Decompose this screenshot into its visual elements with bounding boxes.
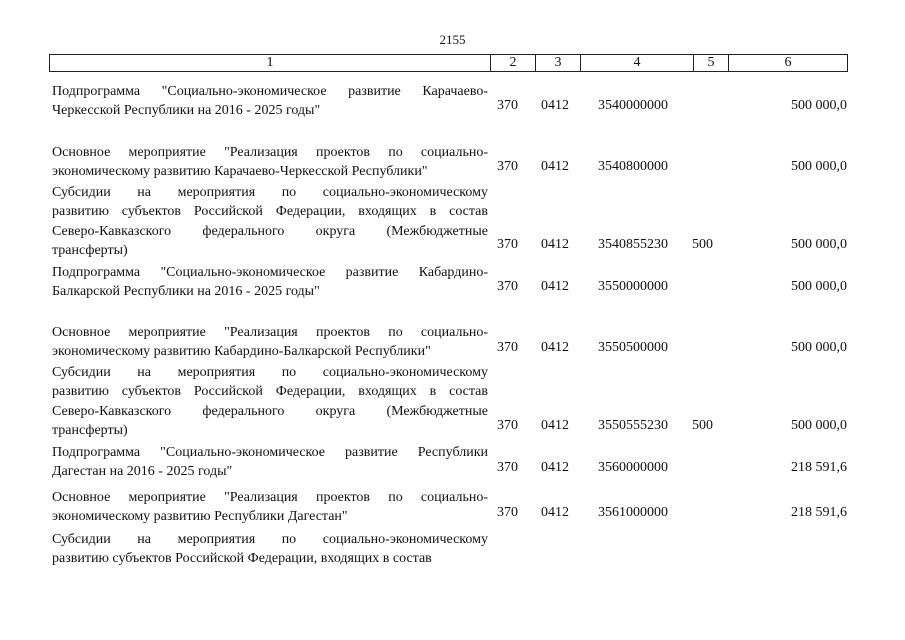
row-description-line: Субсидии на мероприятия по социально-экономическому [52,185,488,200]
row-description [52,488,488,527]
row-c3-cell: 0412 [541,279,569,294]
row-c6-cell: 500 000,0 [791,279,847,294]
row-c4-cell: 3550555230 [598,418,668,433]
row-description-line: Субсидии на мероприятия по социально-экономическому [52,365,488,380]
row-c4-cell: 3550000000 [598,279,668,294]
row-description-line: экономическому развитию Республики Дагестан" [52,509,348,525]
row-description-line: Основное мероприятие "Реализация проектов по социально- [52,145,488,160]
page-number: 2155 [439,32,466,47]
row-c2-cell: 370 [497,98,518,113]
row-description [52,530,488,569]
row-description-line: развитию субъектов Российской Федерации, входящих в состав [52,204,488,220]
row-c4-cell: 3561000000 [598,505,668,520]
row-c2-cell: 370 [497,340,518,355]
header-col-6: 6 [784,55,792,70]
row-description-line: Основное мероприятие "Реализация проектов по социально- [52,325,488,340]
row-c6-cell: 500 000,0 [791,418,847,433]
row-description [52,183,488,260]
row-c2-cell: 370 [497,418,518,433]
row-c4-cell: 3550500000 [598,340,668,355]
row-c3-cell: 0412 [541,98,569,113]
row-description-line: Основное мероприятие "Реализация проектов по социально- [52,490,488,505]
row-c6-cell: 218 591,6 [791,505,847,520]
row-c4-cell: 3560000000 [598,460,668,475]
row-description-line: Северо-Кавказского федерального округа (Межбюджетные [52,223,488,239]
row-c4-cell: 3540855230 [598,237,668,252]
row-description-line: Северо-Кавказского федерального округа (Межбюджетные [52,403,488,419]
row-c3-cell: 0412 [541,505,569,520]
row-c6-cell: 218 591,6 [791,460,847,475]
row-description-line: экономическому развитию Кабардино-Балкарской Республики" [52,344,431,360]
row-c2-cell: 370 [497,237,518,252]
row-description [52,363,488,440]
row-c3-cell: 0412 [541,159,569,174]
row-description [52,143,488,182]
row-description-line: экономическому развитию Карачаево-Черкесской Республики" [52,164,428,180]
row-description-line: Подпрограмма "Социально-экономическое развитие Республики [52,445,488,460]
row-description-line: развитию субъектов Российской Федерации, входящих в состав [52,551,432,567]
row-c4-cell: 3540000000 [598,98,668,113]
row-c2-cell: 370 [497,460,518,475]
row-description-line: Черкесской Республики на 2016 - 2025 годы" [52,103,321,119]
header-col-1: 1 [50,55,491,71]
row-description-line: Субсидии на мероприятия по социально-экономическому [52,532,488,547]
header-col-5: 5 [694,55,729,71]
row-c3-cell: 0412 [541,340,569,355]
row-c6-cell: 500 000,0 [791,159,847,174]
row-c2-cell: 370 [497,159,518,174]
row-c6-cell: 500 000,0 [791,340,847,355]
header-col-3: 3 [536,55,581,71]
row-c3-cell: 0412 [541,418,569,433]
row-description-line: трансферты) [52,242,128,258]
row-description [52,263,488,302]
row-description [52,323,488,362]
row-description [52,443,488,482]
row-description-line: трансферты) [52,422,128,438]
row-description-line: Дагестан на 2016 - 2025 годы" [52,464,233,480]
row-c5-cell: 500 [692,237,713,252]
row-c4-cell: 3540800000 [598,159,668,174]
row-description [52,82,488,121]
header-col-4: 4 [581,55,694,71]
row-c6-cell: 500 000,0 [791,98,847,113]
header-col-2: 2 [491,55,536,71]
row-c3-cell: 0412 [541,237,569,252]
row-c2-cell: 370 [497,279,518,294]
row-c2-cell: 370 [497,505,518,520]
row-c3-cell: 0412 [541,460,569,475]
table-header-row [49,54,848,72]
row-description-line: Подпрограмма "Социально-экономическое развитие Кабардино- [52,265,488,280]
row-description-line: Подпрограмма "Социально-экономическое развитие Карачаево- [52,84,488,99]
row-c6-cell: 500 000,0 [791,237,847,252]
row-description-line: Балкарской Республики на 2016 - 2025 годы" [52,284,320,300]
row-description-line: развитию субъектов Российской Федерации, входящих в состав [52,384,488,400]
row-c5-cell: 500 [692,418,713,433]
